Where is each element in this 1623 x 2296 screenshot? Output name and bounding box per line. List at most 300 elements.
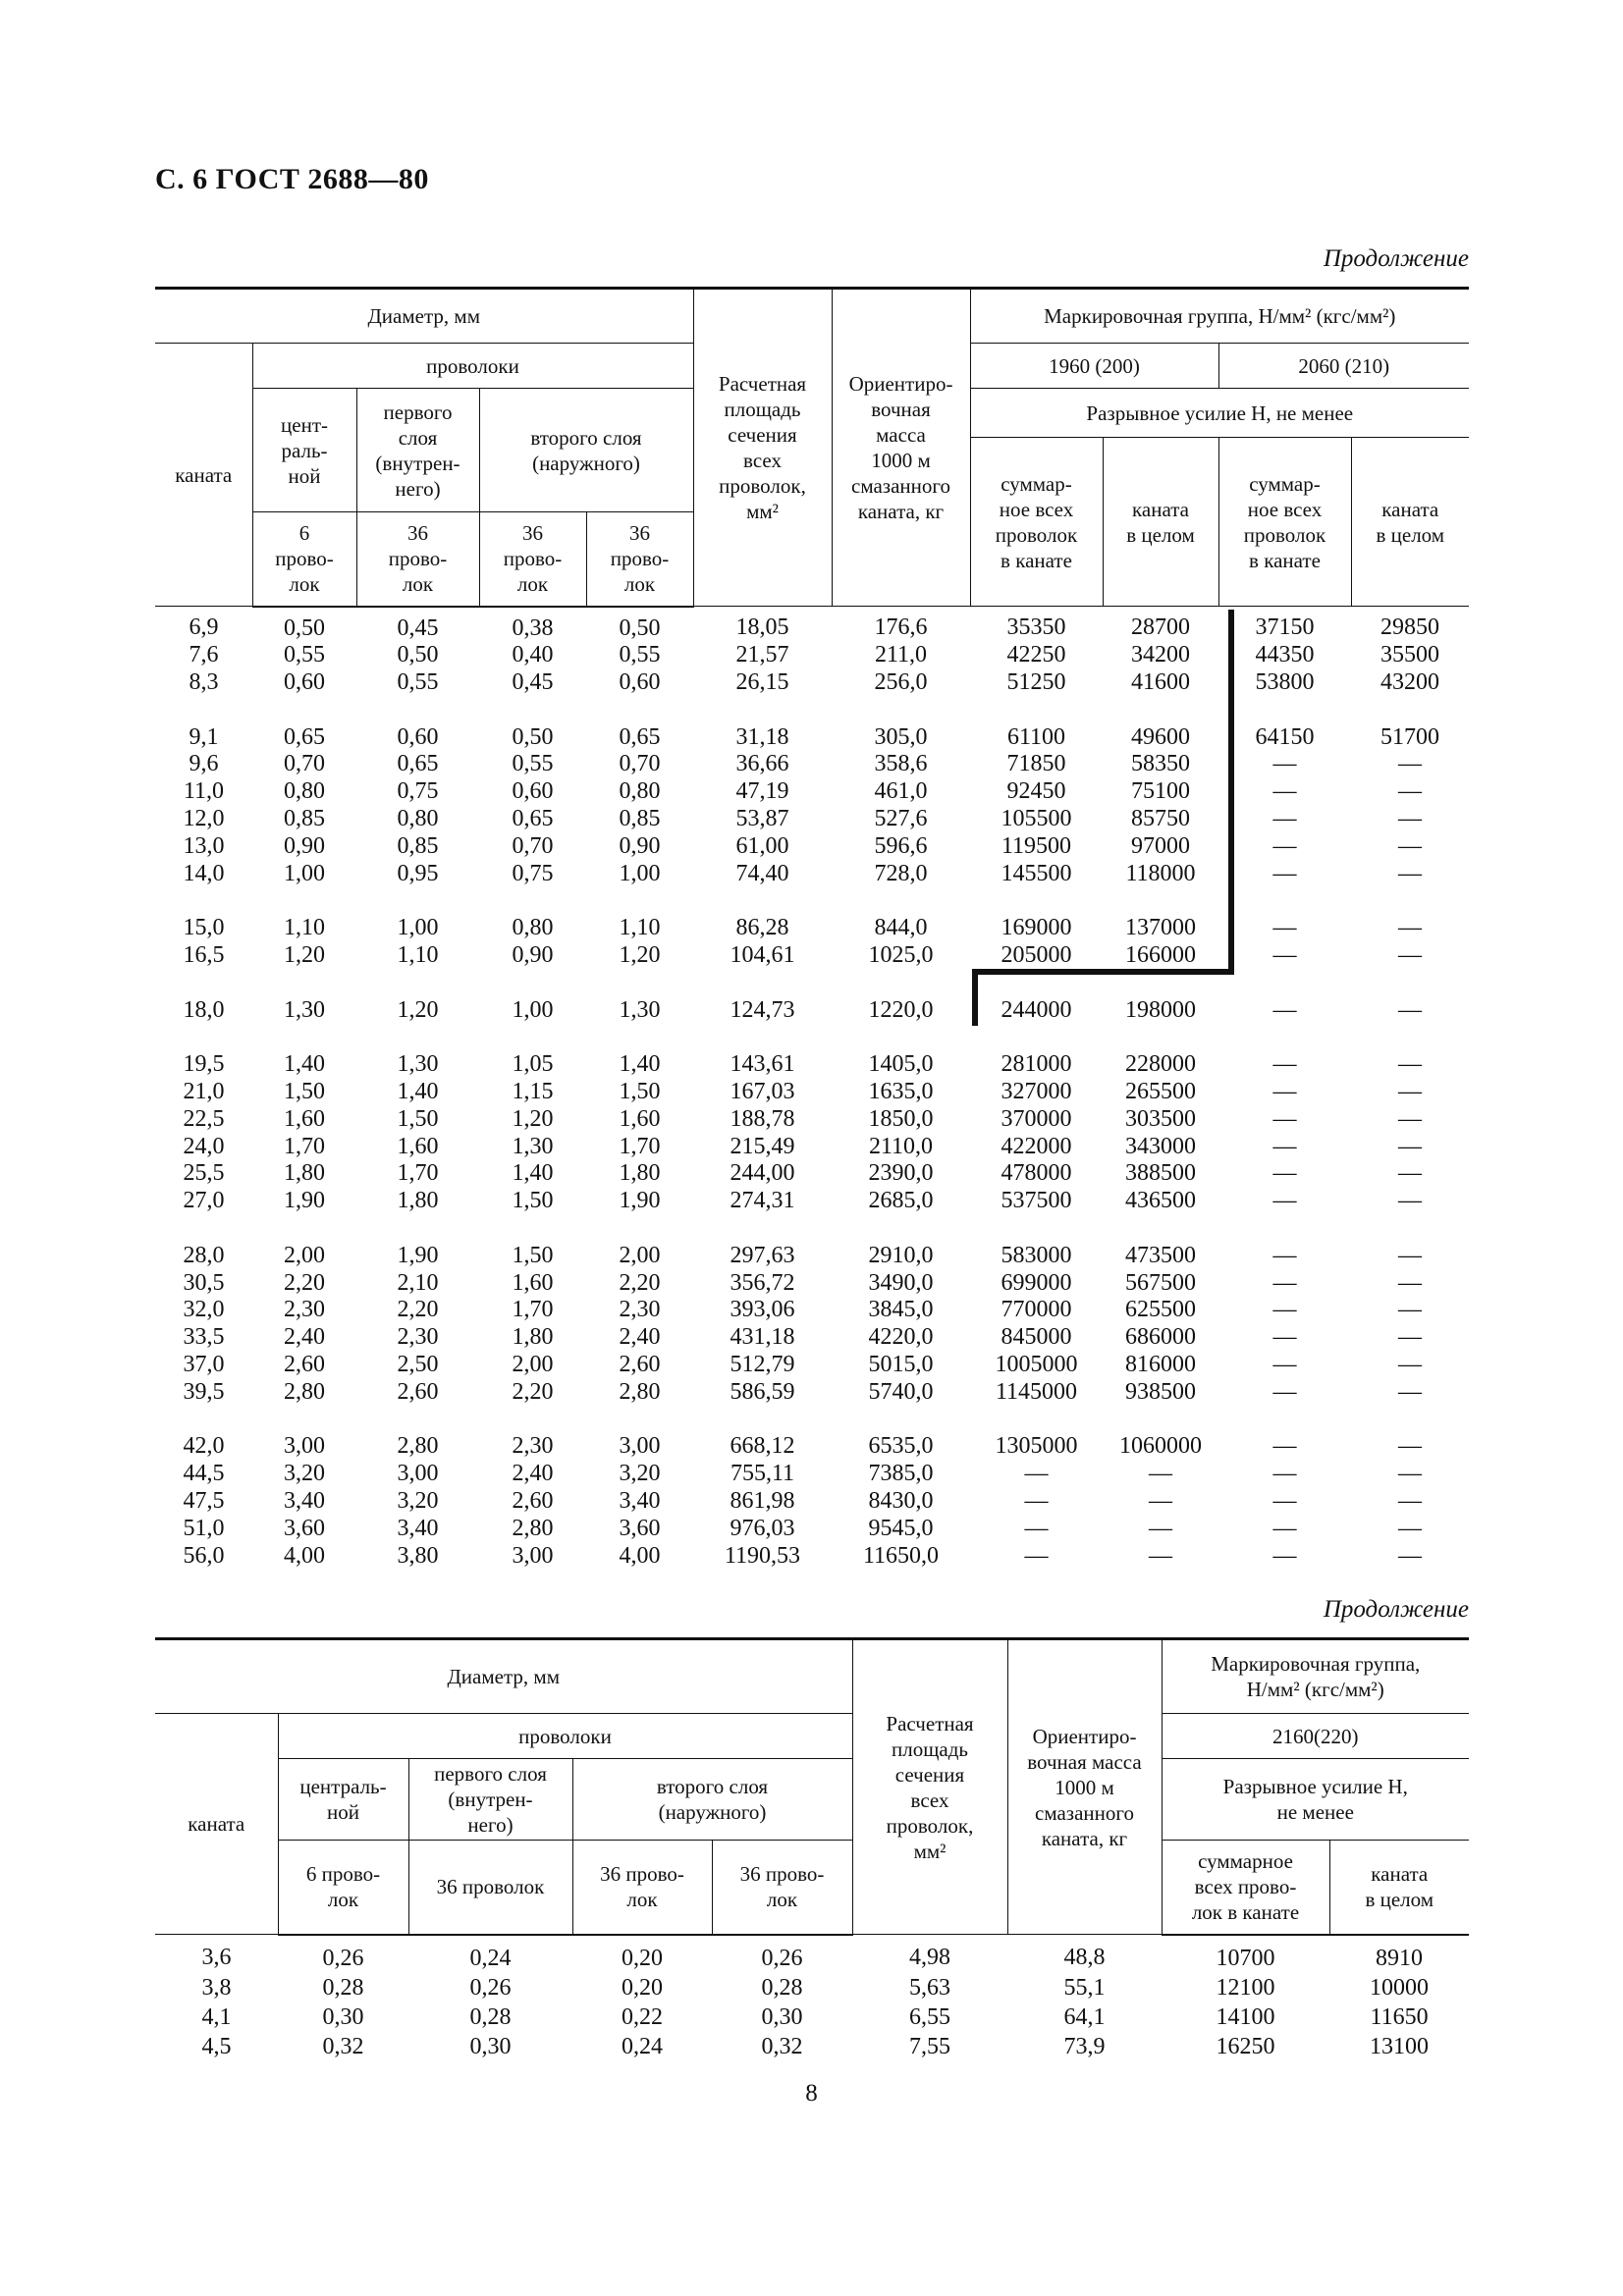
table-row xyxy=(155,1433,1469,1461)
table-cell: 51,0 xyxy=(183,1515,225,1541)
table-cell: 3,20 xyxy=(284,1461,325,1487)
table-cell: 104,61 xyxy=(730,942,795,969)
table-cell: 7,55 xyxy=(909,2033,950,2059)
table-cell: 537500 xyxy=(1001,1188,1072,1214)
table-cell: 97000 xyxy=(1131,832,1190,859)
table-cell: 7385,0 xyxy=(868,1461,934,1487)
wires-6-header-2 xyxy=(278,1841,408,1935)
table-cell: 215,49 xyxy=(730,1133,795,1159)
wires-header-2: проволоки xyxy=(278,1714,852,1759)
table-row xyxy=(155,1106,1469,1134)
grade-boundary-vertical-line xyxy=(1228,610,1234,975)
table-cell: 1,50 xyxy=(512,1242,554,1268)
table-cell: 1,40 xyxy=(619,1051,661,1078)
table-cell: 0,95 xyxy=(397,860,439,886)
table-cell: 49600 xyxy=(1131,723,1190,750)
table-cell: 816000 xyxy=(1125,1352,1196,1378)
table-cell: 12100 xyxy=(1216,1974,1275,2001)
mass-header xyxy=(832,289,970,607)
table-cell: 1,50 xyxy=(619,1079,661,1105)
table-cell: 7,6 xyxy=(189,642,219,668)
table-cell: 1,70 xyxy=(619,1133,661,1159)
table-cell: 297,63 xyxy=(730,1242,795,1268)
table-cell: 0,60 xyxy=(397,723,439,750)
table-cell: 0,65 xyxy=(512,806,554,832)
table-row xyxy=(155,1488,1469,1516)
table-cell: 2,30 xyxy=(397,1324,439,1351)
table-cell: 2,30 xyxy=(284,1297,325,1323)
table-cell: 32,0 xyxy=(183,1297,225,1323)
table-cell: 13100 xyxy=(1370,2033,1429,2059)
table-cell: 1025,0 xyxy=(868,942,934,969)
table-cell: 85750 xyxy=(1131,806,1190,832)
sum-all-text-2060: суммар- ное всех проволок в канате xyxy=(1243,471,1326,572)
table-cell: — xyxy=(1398,1433,1423,1460)
table-cell: 73,9 xyxy=(1063,2033,1106,2059)
table-cell: 71850 xyxy=(1006,751,1066,777)
table-cell: 305,0 xyxy=(874,723,928,750)
table-cell: 370000 xyxy=(1001,1105,1072,1132)
table-cell: 0,20 xyxy=(622,1974,663,2001)
table-cell: 0,55 xyxy=(619,642,661,668)
table-cell: 343000 xyxy=(1125,1133,1196,1159)
area-header xyxy=(693,289,832,607)
table-cell: 1,50 xyxy=(397,1105,439,1132)
table-cell: 41600 xyxy=(1131,669,1190,696)
table-cell: 0,70 xyxy=(619,751,661,777)
table-cell: 1190,53 xyxy=(724,1542,801,1569)
table-cell: 0,45 xyxy=(397,614,439,641)
table-cell: 11,0 xyxy=(183,778,225,805)
table-row xyxy=(155,2032,1469,2061)
table-cell: 167,03 xyxy=(730,1079,795,1105)
table-cell: 358,6 xyxy=(874,751,928,777)
table-cell: 198000 xyxy=(1125,996,1196,1023)
table-cell: 11650 xyxy=(1370,2003,1429,2030)
table-cell: 1850,0 xyxy=(868,1105,934,1132)
breaking-force-2-text: Разрывное усилие Н, не менее xyxy=(1222,1775,1408,1824)
table-cell: 0,55 xyxy=(397,669,439,696)
table-cell: 1,90 xyxy=(397,1242,439,1268)
table-cell: 47,19 xyxy=(735,778,789,805)
table-cell: 5740,0 xyxy=(868,1378,934,1405)
table-cell: 2,20 xyxy=(284,1269,325,1296)
table-cell: 22,5 xyxy=(183,1105,225,1132)
table-cell: 478000 xyxy=(1001,1160,1072,1187)
table-cell: 1,50 xyxy=(512,1188,554,1214)
table-2-body xyxy=(155,1935,1469,2061)
table-cell: 1,15 xyxy=(512,1079,554,1105)
table-cell: 2,60 xyxy=(397,1378,439,1405)
table-cell: 2,80 xyxy=(512,1515,554,1541)
table-cell: 583000 xyxy=(1001,1242,1072,1268)
table-cell: 244000 xyxy=(1001,996,1072,1023)
table-cell: 1,40 xyxy=(397,1079,439,1105)
table-cell: 0,26 xyxy=(469,1974,512,2001)
grade-2160-header: 2160(220) xyxy=(1162,1714,1469,1759)
table-cell: 393,06 xyxy=(730,1297,795,1323)
sum-all-2160-text: суммарное всех прово- лок в канате xyxy=(1191,1849,1300,1925)
table-cell: 2910,0 xyxy=(868,1242,934,1268)
table-row xyxy=(155,806,1469,833)
table-cell: 0,50 xyxy=(512,723,554,750)
table-cell: 0,50 xyxy=(284,614,325,641)
table-cell: 0,26 xyxy=(761,1945,803,1971)
table-cell: 14,0 xyxy=(183,860,225,886)
area-header-text: Расчетная площадь сечения всех проволок, мм² xyxy=(718,372,807,523)
table-cell: 844,0 xyxy=(874,915,928,941)
table-cell: — xyxy=(1272,778,1297,805)
table-cell: 53,87 xyxy=(735,806,789,832)
table-cell: 327000 xyxy=(1001,1079,1072,1105)
table-cell: 2,00 xyxy=(512,1352,554,1378)
table-cell: 0,50 xyxy=(397,642,439,668)
table-cell: 3,00 xyxy=(512,1542,554,1569)
table-cell: 35350 xyxy=(1006,614,1066,640)
table-cell: 12,0 xyxy=(183,806,225,832)
table-cell: 2,20 xyxy=(619,1269,661,1296)
table-cell: 0,65 xyxy=(397,751,439,777)
table-cell: 3,40 xyxy=(619,1488,661,1514)
table-cell: 47,5 xyxy=(183,1488,225,1514)
table-cell: 105500 xyxy=(1001,806,1072,832)
table-cell: 18,05 xyxy=(735,614,789,640)
rope-diameter-header: каната xyxy=(155,344,252,607)
table-cell: 1,20 xyxy=(284,942,325,969)
table-cell: 3,20 xyxy=(619,1461,661,1487)
table-cell: 5015,0 xyxy=(868,1352,934,1378)
table-row xyxy=(155,1297,1469,1324)
table-cell: 0,28 xyxy=(469,2003,512,2030)
table-cell: 356,72 xyxy=(730,1269,795,1296)
table-cell: 166000 xyxy=(1125,942,1196,969)
wires-36a-2-text: 36 проволок xyxy=(436,1875,545,1899)
table-cell: 10700 xyxy=(1216,1945,1275,1971)
table-cell: 0,90 xyxy=(512,942,554,969)
grade-header-2 xyxy=(1162,1639,1469,1714)
table-cell: 1,60 xyxy=(284,1105,325,1132)
table-cell: — xyxy=(1272,996,1297,1023)
table-cell: 2685,0 xyxy=(868,1188,934,1214)
wires-36b-2-text: 36 прово- лок xyxy=(600,1862,684,1912)
table-cell: 137000 xyxy=(1125,915,1196,941)
table-cell: 1,80 xyxy=(512,1324,554,1351)
table-cell: — xyxy=(1149,1461,1172,1487)
wires-36a-text: 36 прово- лок xyxy=(388,521,448,597)
table-cell: 845000 xyxy=(1001,1324,1072,1351)
table-cell: 51250 xyxy=(1006,669,1066,696)
table-cell: — xyxy=(1272,1433,1297,1460)
table-cell: 44,5 xyxy=(183,1461,225,1487)
table-cell: 2,80 xyxy=(397,1433,439,1460)
table-cell: 527,6 xyxy=(874,806,928,832)
rope-whole-text-1960: каната в целом xyxy=(1126,497,1195,547)
table-cell: 18,0 xyxy=(183,996,225,1023)
table-row xyxy=(155,1935,1469,1973)
first-layer-header xyxy=(356,389,479,512)
table-cell: — xyxy=(1398,778,1423,805)
table-cell: — xyxy=(1398,996,1423,1023)
table-cell: 512,79 xyxy=(730,1352,795,1378)
wires-36b-text: 36 прово- лок xyxy=(503,521,563,597)
table-cell: — xyxy=(1398,1515,1423,1541)
table-cell: 2,10 xyxy=(397,1269,439,1296)
central-wire-header-2 xyxy=(278,1759,408,1841)
table-cell: 3,40 xyxy=(397,1515,439,1541)
breaking-force-header: Разрывное усилие Н, не менее xyxy=(970,389,1469,438)
table-cell: — xyxy=(1272,1188,1297,1214)
grade-boundary-step-line xyxy=(972,969,978,1026)
table-cell: 3845,0 xyxy=(868,1297,934,1323)
table-cell: — xyxy=(1272,1269,1297,1296)
table-cell: 0,22 xyxy=(622,2003,663,2030)
table-cell: 1,00 xyxy=(619,860,661,886)
table-cell: 938500 xyxy=(1125,1378,1196,1405)
table-cell: 92450 xyxy=(1006,778,1066,805)
table-cell: — xyxy=(1398,1378,1423,1405)
table-cell: 16,5 xyxy=(183,942,225,969)
table-cell: 3,80 xyxy=(397,1542,439,1569)
table-row xyxy=(155,997,1469,1025)
rope-whole-header-2160 xyxy=(1329,1841,1469,1935)
table-cell: 64150 xyxy=(1255,723,1315,750)
table-cell: 1,10 xyxy=(397,942,439,969)
table-cell: 29850 xyxy=(1380,614,1440,640)
table-cell: 35500 xyxy=(1380,642,1440,668)
table-cell: — xyxy=(1398,1324,1423,1351)
first-layer-text: первого слоя (внутрен- него) xyxy=(375,400,460,501)
table-cell: — xyxy=(1024,1515,1049,1541)
central-wire-text: цент- раль- ной xyxy=(281,412,328,488)
table-cell: 1405,0 xyxy=(868,1051,934,1078)
table-cell: 0,30 xyxy=(469,2033,512,2059)
group-spacer xyxy=(155,1024,1469,1051)
table-cell: 0,40 xyxy=(512,642,554,668)
table-cell: 1,20 xyxy=(619,942,661,969)
table-row xyxy=(155,1270,1469,1298)
table-cell: 0,45 xyxy=(512,669,554,696)
table-cell: 388500 xyxy=(1125,1160,1196,1187)
table-cell: 145500 xyxy=(1001,860,1072,886)
table-cell: 2,40 xyxy=(512,1461,554,1487)
table-cell: 31,18 xyxy=(735,723,789,750)
table-cell: 28700 xyxy=(1131,614,1190,640)
table-cell: 44350 xyxy=(1255,642,1315,668)
group-spacer xyxy=(155,697,1469,724)
table-cell: — xyxy=(1398,806,1423,832)
table-cell: — xyxy=(1272,1324,1297,1351)
table-cell: 2,50 xyxy=(397,1352,439,1378)
table-row xyxy=(155,833,1469,861)
table-cell: 1,80 xyxy=(397,1188,439,1214)
table-cell: 25,5 xyxy=(183,1160,225,1187)
sum-all-wires-header-2160 xyxy=(1162,1841,1329,1935)
table-cell: 19,5 xyxy=(183,1051,225,1078)
table-cell: 143,61 xyxy=(730,1051,795,1078)
table-cell: 2,20 xyxy=(512,1378,554,1405)
table-cell: 1,90 xyxy=(284,1188,325,1214)
table-cell: 1,10 xyxy=(619,915,661,941)
table-cell: 16250 xyxy=(1216,2033,1275,2059)
table-cell: — xyxy=(1398,1242,1423,1268)
table-cell: 431,18 xyxy=(730,1324,795,1351)
table-row xyxy=(155,778,1469,806)
table-cell: 1,60 xyxy=(619,1105,661,1132)
table-cell: 2,30 xyxy=(512,1433,554,1460)
table-cell: 1305000 xyxy=(995,1433,1078,1460)
table-cell: 0,38 xyxy=(512,614,554,641)
table-cell: 2,00 xyxy=(284,1242,325,1268)
table-cell: 1,70 xyxy=(397,1160,439,1187)
table-cell: — xyxy=(1398,1188,1423,1214)
page-number: 8 xyxy=(805,2080,818,2107)
grade-header xyxy=(970,289,1469,344)
table-row xyxy=(155,1243,1469,1270)
table-cell: — xyxy=(1272,1515,1297,1541)
table-row xyxy=(155,915,1469,942)
breaking-force-header-2 xyxy=(1162,1759,1469,1841)
table-cell: 2,80 xyxy=(619,1378,661,1405)
sum-all-text-1960: суммар- ное всех проволок в канате xyxy=(995,471,1078,572)
central-wire-header xyxy=(252,389,356,512)
table-cell: — xyxy=(1272,1133,1297,1159)
table-cell: 1220,0 xyxy=(868,996,934,1023)
table-cell: 2,80 xyxy=(284,1378,325,1405)
table-cell: 0,24 xyxy=(622,2033,663,2059)
table-cell: 699000 xyxy=(1001,1269,1072,1296)
table-cell: 770000 xyxy=(1001,1297,1072,1323)
table-cell: 1060000 xyxy=(1119,1433,1202,1460)
table-cell: 0,60 xyxy=(619,669,661,696)
table-cell: 861,98 xyxy=(730,1488,795,1514)
wires-36c-text: 36 прово- лок xyxy=(610,521,670,597)
table-cell: — xyxy=(1398,1105,1423,1132)
table-cell: 9545,0 xyxy=(868,1515,934,1541)
table-cell: 0,70 xyxy=(512,832,554,859)
table-cell: — xyxy=(1272,806,1297,832)
table-cell: — xyxy=(1272,1160,1297,1187)
table-cell: 0,80 xyxy=(619,778,661,805)
table-cell: 1,00 xyxy=(284,860,325,886)
table-cell: 668,12 xyxy=(730,1433,795,1460)
rope-diameter-header-2: каната xyxy=(155,1714,278,1935)
table-cell: 1,00 xyxy=(397,915,439,941)
table-cell: 0,28 xyxy=(322,1974,364,2001)
table-cell: 1005000 xyxy=(995,1352,1078,1378)
continuation-label: Продолжение xyxy=(1323,245,1469,272)
mass-header-text: Ориентиро- вочная масса 1000 м смазанного каната, кг xyxy=(848,372,953,523)
table-cell: 4,1 xyxy=(201,2003,232,2030)
table-cell: 0,80 xyxy=(397,806,439,832)
table-cell: 274,31 xyxy=(730,1188,795,1214)
table-cell: 2,20 xyxy=(397,1297,439,1323)
table-cell: 4,00 xyxy=(619,1542,661,1569)
table-cell: 2,00 xyxy=(619,1242,661,1268)
diameter-header-2: Диаметр, мм xyxy=(155,1639,852,1714)
table-cell: 0,60 xyxy=(512,778,554,805)
table-cell: — xyxy=(1398,751,1423,777)
table-cell: 0,80 xyxy=(512,915,554,941)
table-cell: 64,1 xyxy=(1063,2003,1106,2030)
table-cell: 1,30 xyxy=(619,996,661,1023)
table-cell: — xyxy=(1272,1542,1297,1569)
table-cell: 74,40 xyxy=(735,860,789,886)
table-cell: 625500 xyxy=(1125,1297,1196,1323)
table-cell: 473500 xyxy=(1125,1242,1196,1268)
wires-36c-header-2 xyxy=(712,1841,852,1935)
group-spacer xyxy=(155,887,1469,915)
grade-1960-header: 1960 (200) xyxy=(970,344,1218,389)
table-cell: 9,1 xyxy=(189,723,219,750)
table-cell: 686000 xyxy=(1125,1324,1196,1351)
first-layer-header-2 xyxy=(408,1759,572,1841)
table-cell: — xyxy=(1398,1461,1423,1487)
table-cell: — xyxy=(1272,1051,1297,1078)
table-cell: 61,00 xyxy=(735,832,789,859)
table-cell: — xyxy=(1398,860,1423,886)
table-cell: 1,30 xyxy=(512,1133,554,1159)
table-cell: 55,1 xyxy=(1063,1974,1106,2001)
table-cell: 0,90 xyxy=(284,832,325,859)
first-layer-2-text: первого слоя (внутрен- него) xyxy=(434,1762,547,1837)
diameter-header: Диаметр, мм xyxy=(155,289,693,344)
table-cell: 33,5 xyxy=(183,1324,225,1351)
table-cell: 8910 xyxy=(1376,1945,1423,1971)
table-cell: — xyxy=(1272,751,1297,777)
table-cell: 205000 xyxy=(1001,942,1072,969)
table-1-body xyxy=(155,607,1469,1571)
table-cell: 728,0 xyxy=(874,860,928,886)
table-cell: 61100 xyxy=(1006,723,1066,750)
table-cell: 211,0 xyxy=(874,642,928,668)
wires-36a-header xyxy=(356,512,479,607)
table-cell: 0,32 xyxy=(761,2033,803,2059)
table-cell: 10000 xyxy=(1370,1974,1429,2001)
wires-36b-header-2 xyxy=(572,1841,712,1935)
table-cell: — xyxy=(1272,942,1297,969)
table-cell: 2,60 xyxy=(512,1488,554,1514)
table-cell: 1,05 xyxy=(512,1051,554,1078)
table-cell: 1,60 xyxy=(512,1269,554,1296)
table-cell: — xyxy=(1272,915,1297,941)
table-cell: 0,24 xyxy=(469,1945,512,1971)
table-cell: 6535,0 xyxy=(868,1433,934,1460)
table-cell: — xyxy=(1272,1461,1297,1487)
table-cell: 42,0 xyxy=(183,1433,225,1460)
table-cell: 56,0 xyxy=(183,1542,225,1569)
table-cell: 4,5 xyxy=(201,2033,232,2059)
table-cell: 303500 xyxy=(1125,1105,1196,1132)
table-cell: 169000 xyxy=(1001,915,1072,941)
table-cell: 3,00 xyxy=(284,1433,325,1460)
table-cell: 0,32 xyxy=(322,2033,364,2059)
grade-header-2-text: Маркировочная группа, Н/мм² (кгс/мм²) xyxy=(1211,1652,1421,1701)
table-cell: 4,00 xyxy=(284,1542,325,1569)
table-row xyxy=(155,1461,1469,1488)
page-title: С. 6 ГОСТ 2688—80 xyxy=(155,163,429,195)
table-row xyxy=(155,1324,1469,1352)
second-layer-header xyxy=(479,389,693,512)
table-cell: 586,59 xyxy=(730,1378,795,1405)
table-cell: 0,70 xyxy=(284,751,325,777)
table-cell: 15,0 xyxy=(183,915,225,941)
table-cell: 0,75 xyxy=(397,778,439,805)
grade-header-text: Маркировочная группа, Н/мм² (кгс/мм²) xyxy=(1044,304,1396,328)
table-cell: 24,0 xyxy=(183,1133,225,1159)
wires-36c-2-text: 36 прово- лок xyxy=(739,1862,825,1912)
table-cell: — xyxy=(1272,1105,1297,1132)
table-cell: 34200 xyxy=(1131,642,1190,668)
